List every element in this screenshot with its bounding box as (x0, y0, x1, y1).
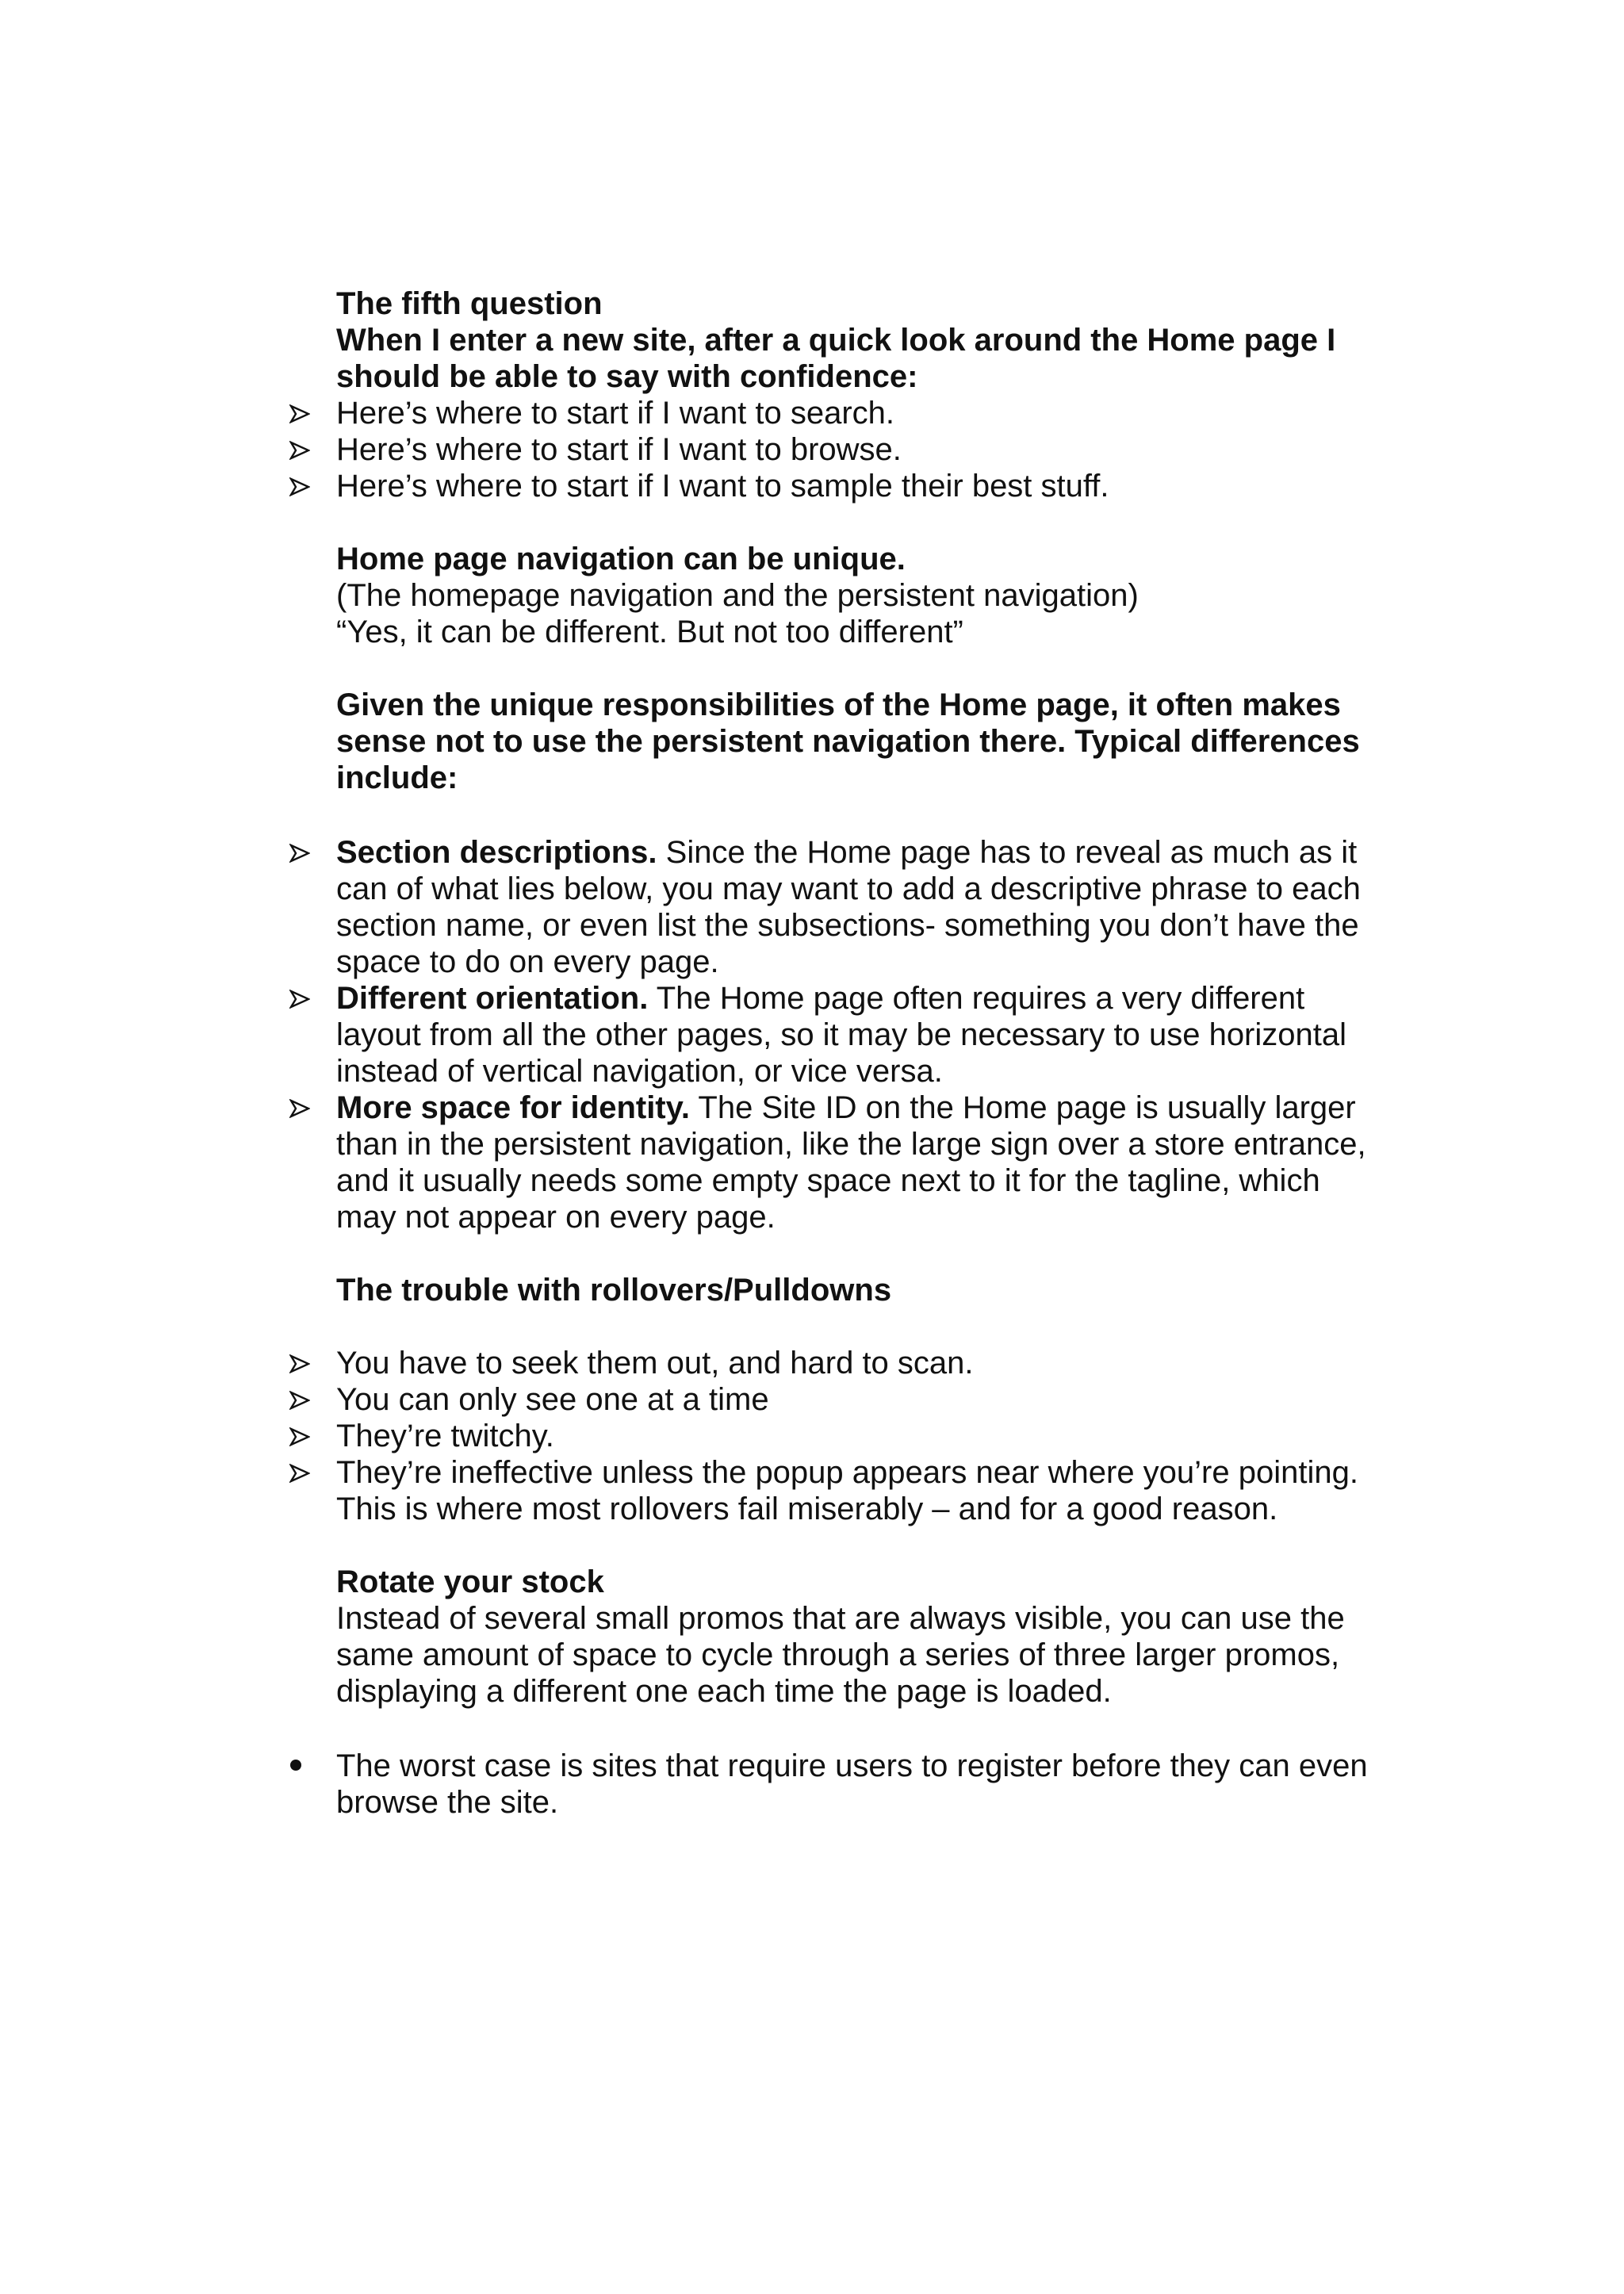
list-item: Different orientation. The Home page often requires a very different (336, 981, 1305, 1016)
section-heading-rollovers: The trouble with rollovers/Pulldowns (336, 1273, 892, 1308)
paragraph-line: (The homepage navigation and the persistent navigation) (336, 578, 1139, 613)
list-item: They’re twitchy. (336, 1419, 554, 1453)
dot-bullet-icon (290, 1760, 301, 1771)
section-heading-rotate-stock: Rotate your stock (336, 1564, 604, 1599)
paragraph-line: include: (336, 760, 458, 795)
term: More space for identity. (336, 1090, 691, 1125)
list-item-continuation: section name, or even list the subsections- something you don’t have the (336, 908, 1359, 943)
list-item-continuation: browse the site. (336, 1785, 559, 1820)
arrowhead-bullet-icon (284, 834, 316, 871)
list-item-continuation: layout from all the other pages, so it may be necessary to use horizontal (336, 1017, 1347, 1052)
arrowhead-bullet-icon (284, 468, 316, 504)
paragraph-line: same amount of space to cycle through a series of three larger promos, (336, 1637, 1340, 1672)
paragraph-line: Given the unique responsibilities of the Home page, it often makes (336, 687, 1341, 722)
arrowhead-bullet-icon (284, 1454, 316, 1491)
arrowhead-bullet-icon (284, 1345, 316, 1381)
section-heading-fifth-question: The fifth question (336, 286, 603, 321)
intro-line: should be able to say with confidence: (336, 359, 918, 394)
list-item-continuation: can of what lies below, you may want to add a descriptive phrase to each (336, 871, 1361, 906)
list-item-continuation: may not appear on every page. (336, 1200, 776, 1235)
arrowhead-bullet-icon (284, 980, 316, 1017)
list-item-continuation: space to do on every page. (336, 944, 719, 979)
arrowhead-bullet-icon (284, 1381, 316, 1418)
arrowhead-bullet-icon (284, 1090, 316, 1126)
section-heading-home-navigation: Home page navigation can be unique. (336, 542, 906, 576)
arrowhead-bullet-icon (284, 1418, 316, 1454)
paragraph-line: Instead of several small promos that are always visible, you can use the (336, 1601, 1345, 1636)
list-item-continuation: and it usually needs some empty space next to it for the tagline, which (336, 1163, 1320, 1198)
list-item: More space for identity. The Site ID on the Home page is usually larger (336, 1090, 1356, 1125)
list-item: Here’s where to start if I want to sample their best stuff. (336, 469, 1109, 504)
intro-line: When I enter a new site, after a quick look around the Home page I (336, 323, 1336, 358)
list-item: The worst case is sites that require users to register before they can even (336, 1748, 1368, 1783)
list-item: Here’s where to start if I want to search. (336, 396, 895, 431)
list-item: Section descriptions. Since the Home page has to reveal as much as it (336, 835, 1358, 870)
paragraph-line: displaying a different one each time the page is loaded. (336, 1674, 1112, 1709)
list-item-continuation: This is where most rollovers fail miserably – and for a good reason. (336, 1492, 1278, 1526)
list-item: Here’s where to start if I want to browse. (336, 432, 902, 467)
list-item: They’re ineffective unless the popup appears near where you’re pointing. (336, 1455, 1358, 1490)
list-item: You have to seek them out, and hard to scan. (336, 1346, 974, 1381)
list-item-continuation: than in the persistent navigation, like the large sign over a store entrance, (336, 1127, 1366, 1162)
term: Section descriptions. (336, 835, 657, 870)
arrowhead-bullet-icon (284, 395, 316, 431)
list-item-continuation: instead of vertical navigation, or vice versa. (336, 1054, 943, 1089)
arrowhead-bullet-icon (284, 431, 316, 468)
term: Different orientation. (336, 981, 649, 1016)
quote-line: “Yes, it can be different. But not too different” (336, 615, 963, 649)
list-item: You can only see one at a time (336, 1382, 769, 1417)
paragraph-line: sense not to use the persistent navigation there. Typical differences (336, 724, 1360, 759)
